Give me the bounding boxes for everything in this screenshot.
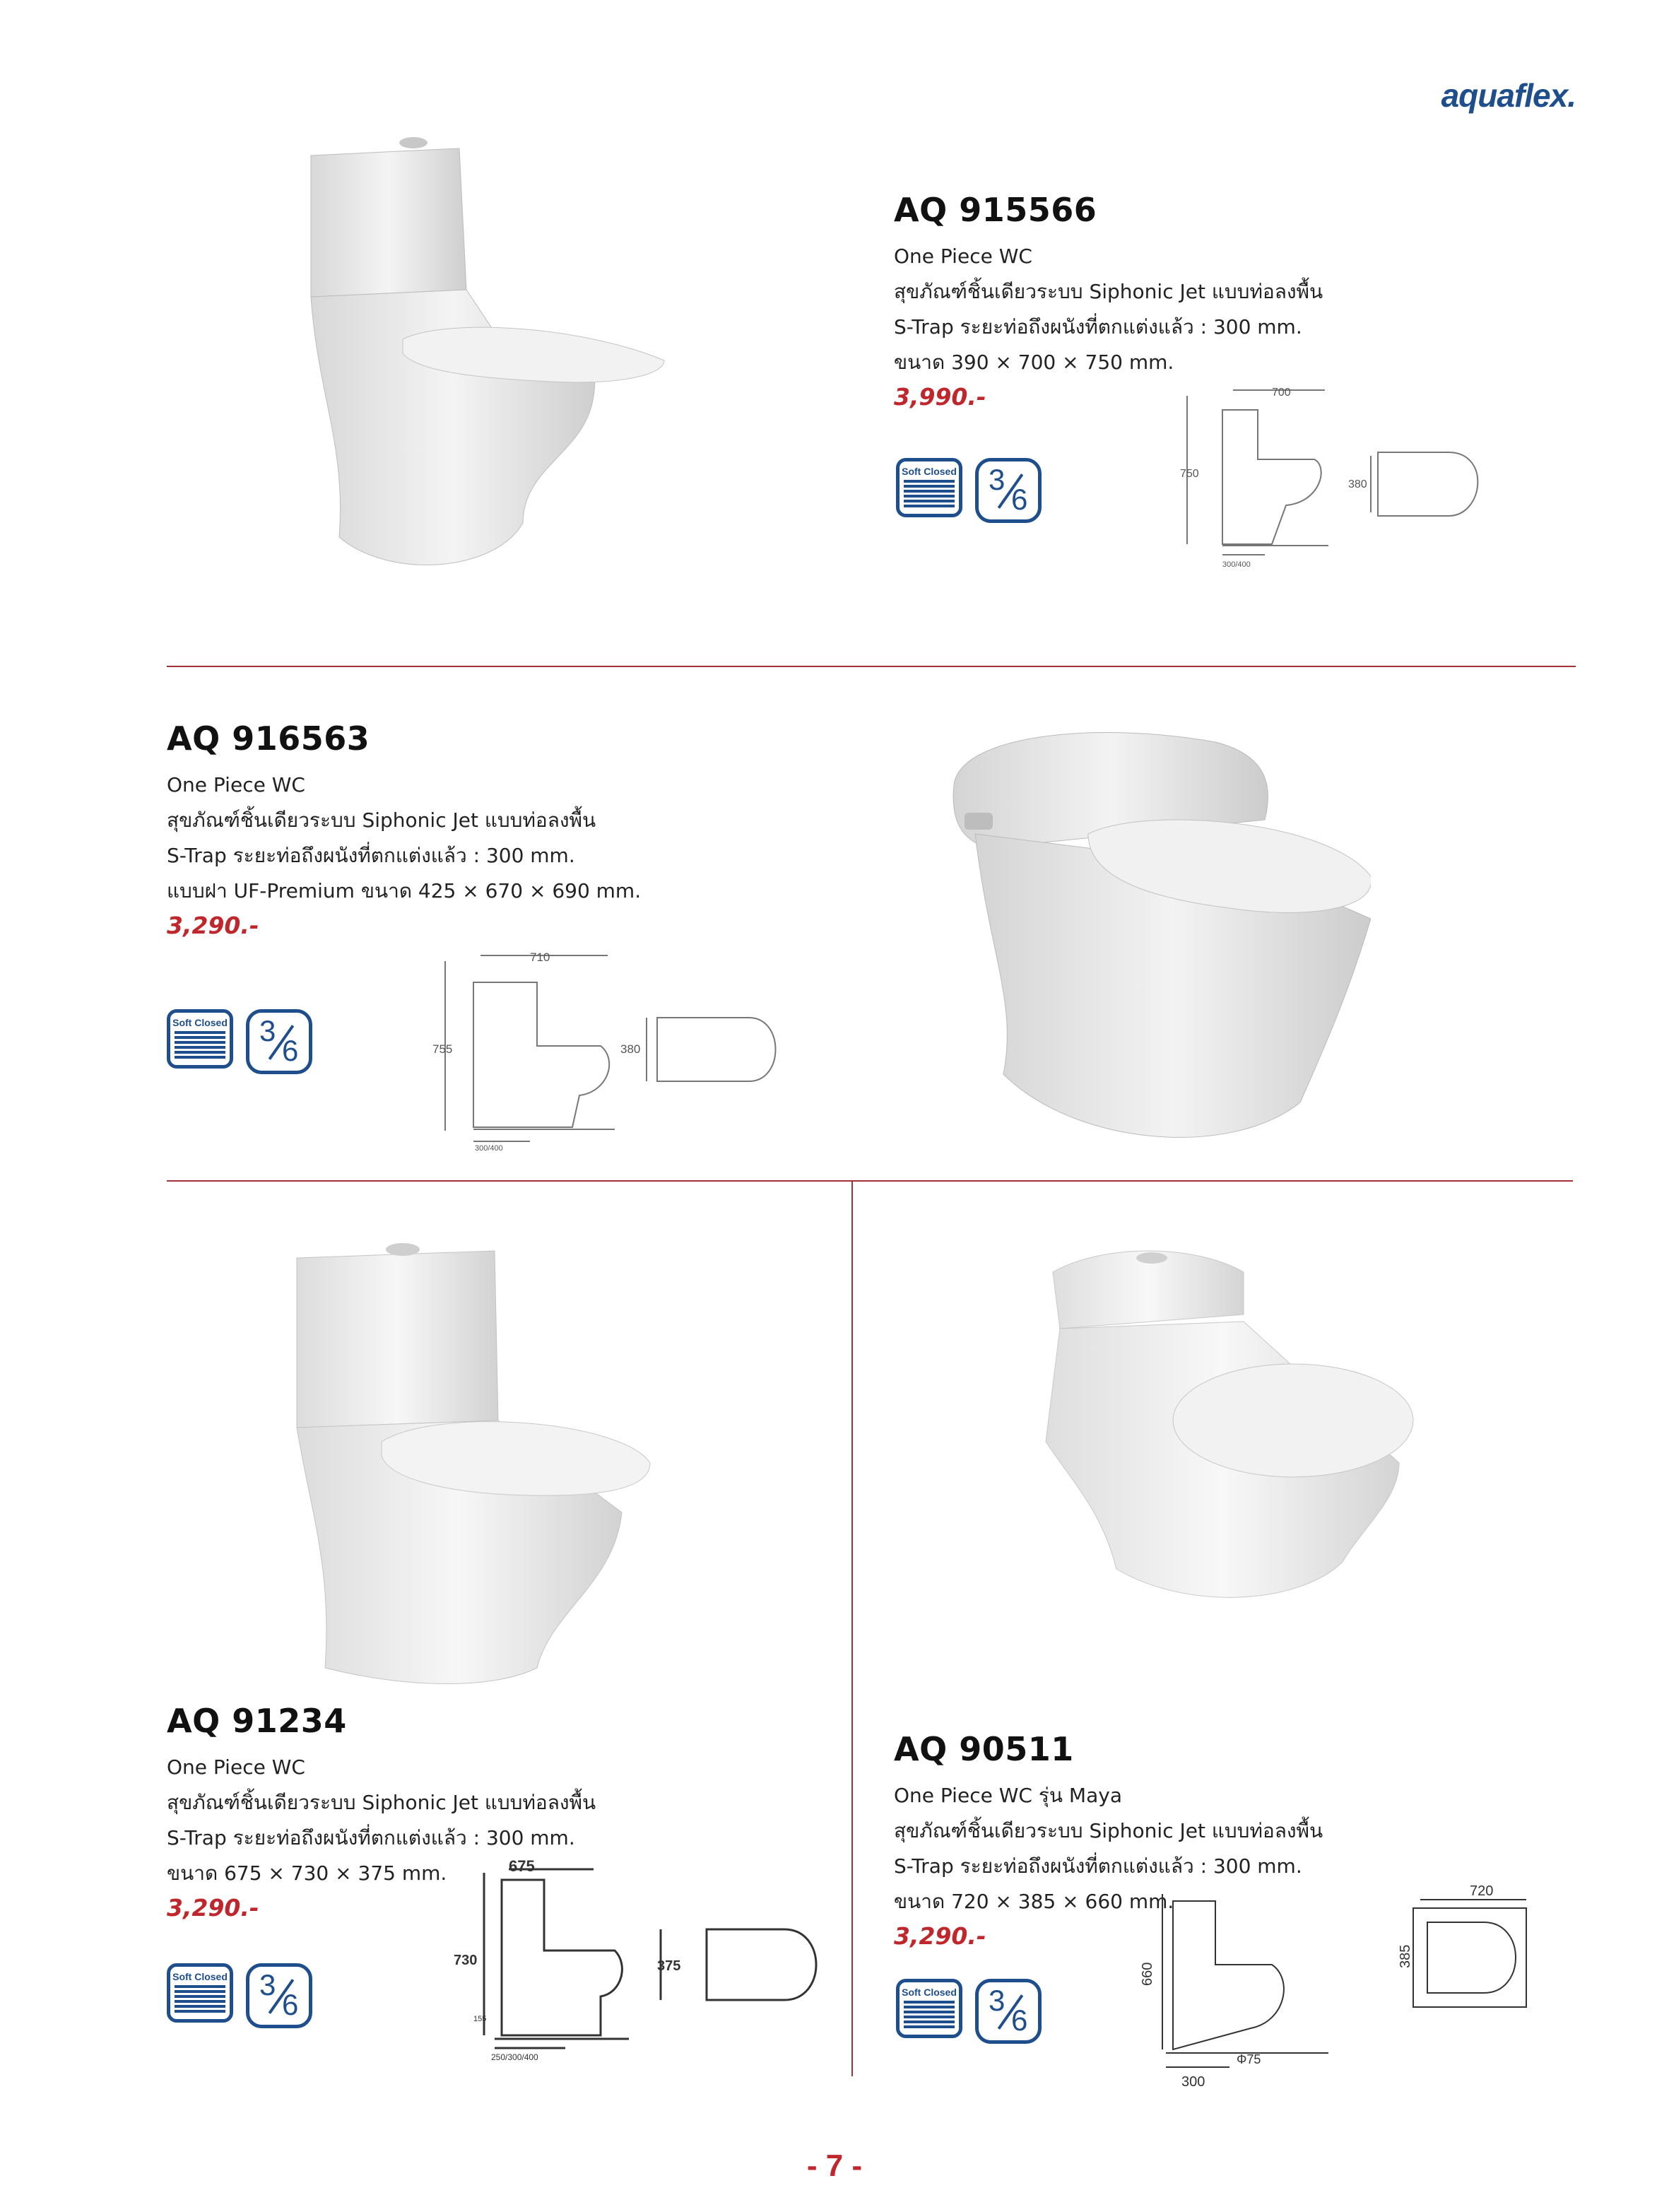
product-price: 3,290.- (894, 1922, 986, 1950)
soft-closed-icon: Soft Closed (167, 1009, 233, 1069)
dim-small: 155 (473, 2015, 487, 2023)
dim-trap: 300/400 (1222, 560, 1251, 569)
technical-drawing-aq90511 (1131, 1880, 1540, 2099)
product-desc-line: สุขภัณฑ์ชิ้นเดียวระบบ Siphonic Jet แบบท่อลงพื้น (894, 1819, 1323, 1842)
product-desc-line: ขนาด 390 × 700 × 750 mm. (894, 351, 1174, 374)
soft-closed-icon: Soft Closed (896, 458, 962, 517)
feature-badges (167, 1009, 312, 1074)
product-desc-line: ขนาด 675 × 730 × 375 mm. (167, 1861, 447, 1885)
technical-drawing-aq916563 (417, 940, 798, 1152)
product-image-aq91234 (283, 1230, 664, 1696)
column-divider (851, 1182, 853, 2076)
dim-height: 660 (1140, 1962, 1155, 1986)
product-desc-line: One Piece WC (894, 245, 1032, 268)
dim-depth: 380 (1348, 478, 1367, 490)
product-price: 3,290.- (167, 912, 259, 939)
product-desc-line: S-Trap ระยะท่อถึงผนังที่ตกแต่งแล้ว : 300 mm. (167, 1826, 575, 1849)
dim-width: 700 (1272, 387, 1291, 399)
technical-drawing-aq91234 (445, 1859, 841, 2078)
product-desc-line: สุขภัณฑ์ชิ้นเดียวระบบ Siphonic Jet แบบท่อลงพื้น (167, 808, 596, 832)
soft-closed-icon: Soft Closed (896, 1979, 962, 2038)
product-image-aq90511 (1032, 1230, 1427, 1654)
dim-width: 710 (530, 951, 550, 964)
product-price: 3,990.- (894, 383, 986, 411)
feature-badges (896, 1979, 1042, 2044)
product-desc-line: One Piece WC (167, 1755, 305, 1779)
soft-closed-icon: Soft Closed (167, 1963, 233, 2023)
product-code: AQ 916563 (167, 719, 370, 758)
dual-flush-icon: 3 6 (246, 1009, 312, 1074)
product-code: AQ 90511 (894, 1730, 1074, 1768)
dim-height: 750 (1180, 468, 1199, 480)
product-desc-line: One Piece WC (167, 773, 305, 796)
product-price: 3,290.- (167, 1894, 259, 1922)
product-code: AQ 915566 (894, 191, 1097, 229)
dual-flush-icon: 3 6 (975, 458, 1042, 523)
product-desc-line: สุขภัณฑ์ชิ้นเดียวระบบ Siphonic Jet แบบท่อลงพื้น (167, 1791, 596, 1814)
product-desc-line: S-Trap ระยะท่อถึงผนังที่ตกแต่งแล้ว : 300 mm. (894, 315, 1302, 339)
product-desc-line: แบบฝา UF-Premium ขนาด 425 × 670 × 690 mm. (167, 879, 642, 902)
dim-trap: 300/400 (475, 1144, 503, 1152)
dual-flush-icon: 3 6 (246, 1963, 312, 2028)
dim-depth: 375 (657, 1958, 681, 1974)
dim-height: 730 (454, 1953, 478, 1968)
feature-badges (896, 458, 1042, 523)
page-number: - 7 - (806, 2148, 863, 2183)
dim-trap: 250/300/400 (491, 2052, 538, 2062)
dim-trap: 300 (1181, 2074, 1205, 2090)
product-desc-line: ขนาด 720 × 385 × 660 mm. (894, 1890, 1174, 1913)
dim-height: 755 (432, 1042, 453, 1056)
dim-width: 720 (1470, 1883, 1494, 1899)
technical-drawing-aq915566 (1166, 382, 1533, 580)
feature-badges (167, 1963, 312, 2028)
dim-pipe: Φ75 (1237, 2052, 1261, 2066)
dim-depth: 385 (1398, 1944, 1413, 1968)
section-divider (167, 1180, 1573, 1182)
dim-width: 675 (509, 1859, 535, 1875)
product-desc-line: S-Trap ระยะท่อถึงผนังที่ตกแต่งแล้ว : 300 mm. (894, 1854, 1302, 1878)
product-image-aq915566 (283, 127, 692, 622)
product-desc-line: One Piece WC รุ่น Maya (894, 1784, 1122, 1807)
product-desc-line: สุขภัณฑ์ชิ้นเดียวระบบ Siphonic Jet แบบท่อลงพื้น (894, 280, 1323, 303)
brand-logo: aquaflex. (1441, 77, 1576, 114)
section-divider (167, 666, 1576, 667)
product-image-aq916563 (933, 707, 1371, 1173)
dual-flush-icon: 3 6 (975, 1979, 1042, 2044)
product-desc-line: S-Trap ระยะท่อถึงผนังที่ตกแต่งแล้ว : 300 mm. (167, 844, 575, 867)
product-code: AQ 91234 (167, 1702, 347, 1740)
dim-depth: 380 (620, 1042, 641, 1056)
